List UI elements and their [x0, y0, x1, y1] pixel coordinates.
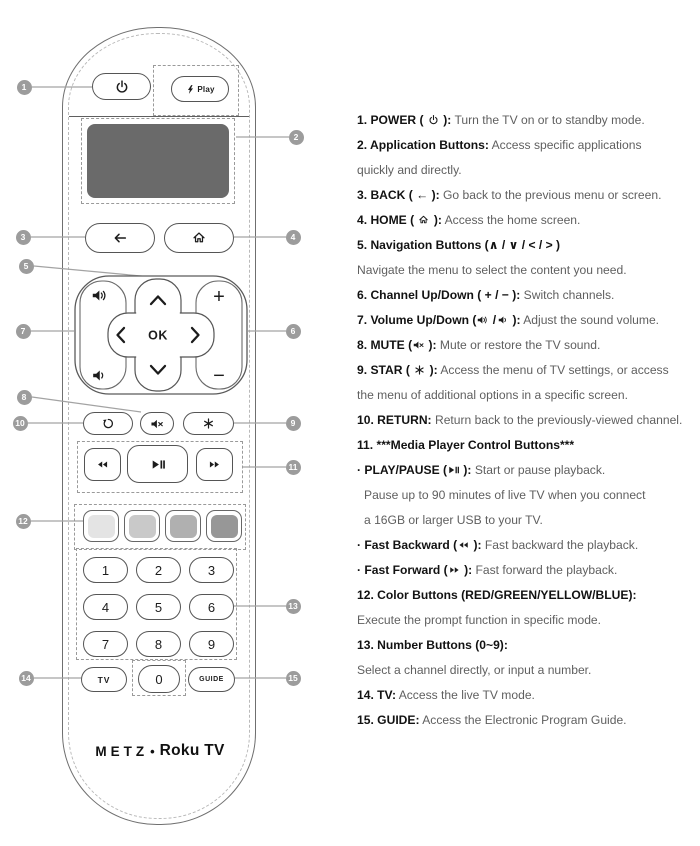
callout-2: 2 — [289, 130, 304, 145]
rew-icon — [95, 458, 110, 471]
legend-line: · Fast Forward ( ): Fast forward the playback. — [357, 563, 618, 577]
app-play-label: Play — [197, 84, 215, 94]
legend-line: 1. POWER ( ): Turn the TV on or to standby mode. — [357, 113, 645, 127]
return-icon — [101, 417, 115, 431]
rew-icon — [457, 539, 470, 551]
digit-1-button[interactable]: 1 — [83, 557, 128, 583]
legend-line: 7. Volume Up/Down ( / ): Adjust the sound volume. — [357, 313, 660, 327]
vol-down-icon — [496, 314, 509, 326]
mute-icon — [412, 339, 425, 351]
brand-roku-tv: Roku TV — [159, 742, 225, 759]
legend-line: · PLAY/PAUSE ( ): Start or pause playback. — [357, 463, 606, 477]
top-section-divider — [69, 116, 249, 117]
callout-13: 13 — [286, 599, 301, 614]
legend — [357, 108, 698, 733]
callout-6: 6 — [286, 324, 301, 339]
callout-12: 12 — [16, 514, 31, 529]
digit-7-button[interactable]: 7 — [83, 631, 128, 657]
digit-4-button[interactable]: 4 — [83, 594, 128, 620]
legend-line: Select a channel directly, or input a number. — [357, 663, 592, 677]
playpause-icon — [148, 457, 168, 472]
callout-1: 1 — [17, 80, 32, 95]
tv-button[interactable]: TV — [81, 667, 127, 692]
vol-up-icon — [476, 314, 489, 326]
mute-button[interactable] — [140, 412, 174, 435]
bolt-icon — [185, 84, 196, 95]
home-icon — [191, 230, 207, 246]
callout-14: 14 — [19, 671, 34, 686]
callout-15: 15 — [286, 671, 301, 686]
digit-0-button[interactable]: 0 — [138, 665, 180, 693]
digit-5-button[interactable]: 5 — [136, 594, 181, 620]
callout-3: 3 — [16, 230, 31, 245]
digit-2-button[interactable]: 2 — [136, 557, 181, 583]
legend-line: Pause up to 90 minutes of live TV when you connect — [364, 488, 646, 502]
legend-line: 12. Color Buttons (RED/GREEN/YELLOW/BLUE): — [357, 588, 637, 602]
nav-cluster — [74, 275, 248, 395]
legend-line: quickly and directly. — [357, 163, 462, 177]
return-button[interactable] — [83, 412, 133, 435]
legend-line: 9. STAR ( ): Access the menu of TV settings, or access — [357, 363, 669, 377]
legend-line: 13. Number Buttons (0~9): — [357, 638, 508, 652]
home-button[interactable] — [164, 223, 234, 253]
legend-line: 4. HOME ( ): Access the home screen. — [357, 213, 581, 227]
play-pause-button[interactable] — [127, 445, 188, 483]
fast-forward-button[interactable] — [196, 448, 233, 481]
fast-backward-button[interactable] — [84, 448, 121, 481]
power-icon — [427, 114, 440, 126]
power-icon — [114, 79, 130, 95]
legend-line: 8. MUTE ( ): Mute or restore the TV sound. — [357, 338, 601, 352]
legend-line: a 16GB or larger USB to your TV. — [364, 513, 543, 527]
home-icon — [417, 214, 430, 226]
digit-6-button[interactable]: 6 — [189, 594, 234, 620]
color-button-blue[interactable] — [206, 510, 242, 542]
legend-line: 3. BACK ( ← ): Go back to the previous menu or screen. — [357, 188, 662, 202]
digit-8-button[interactable]: 8 — [136, 631, 181, 657]
star-icon — [413, 364, 426, 376]
back-button[interactable] — [85, 223, 155, 253]
back-arrow-icon — [111, 230, 129, 246]
color-button-red[interactable] — [83, 510, 119, 542]
callout-9: 9 — [286, 416, 301, 431]
brand-separator: • — [150, 743, 155, 759]
app-buttons-block — [87, 124, 229, 198]
mute-icon — [150, 417, 164, 431]
callout-11: 11 — [286, 460, 301, 475]
legend-line: 14. TV: Access the live TV mode. — [357, 688, 535, 702]
legend-line: · Fast Backward ( ): Fast backward the playback. — [357, 538, 639, 552]
legend-line: 6. Channel Up/Down ( + / − ): Switch channels. — [357, 288, 615, 302]
legend-line: 10. RETURN: Return back to the previously-viewed channel. — [357, 413, 683, 427]
legend-line: 5. Navigation Buttons (∧ / ∨ / < / > ) — [357, 238, 561, 252]
channel-down-button[interactable]: − — [213, 365, 225, 387]
playpause-icon — [447, 464, 460, 476]
channel-up-button[interactable]: + — [213, 286, 225, 308]
star-icon — [202, 417, 215, 430]
color-button-green[interactable] — [124, 510, 160, 542]
ok-button[interactable]: OK — [148, 328, 168, 343]
digit-3-button[interactable]: 3 — [189, 557, 234, 583]
color-button-yellow[interactable] — [165, 510, 201, 542]
ff-icon — [207, 458, 222, 471]
brand-logo — [70, 741, 250, 761]
callout-8: 8 — [17, 390, 32, 405]
callout-5: 5 — [19, 259, 34, 274]
guide-button[interactable]: GUIDE — [188, 667, 235, 692]
callout-7: 7 — [16, 324, 31, 339]
power-button[interactable] — [92, 73, 151, 100]
callout-4: 4 — [286, 230, 301, 245]
brand-metz: METZ — [95, 743, 149, 759]
ff-icon — [448, 564, 461, 576]
legend-line: 2. Application Buttons: Access specific applications — [357, 138, 642, 152]
legend-line: 11. ***Media Player Control Buttons*** — [357, 438, 575, 452]
digit-9-button[interactable]: 9 — [189, 631, 234, 657]
legend-line: 15. GUIDE: Access the Electronic Program Guide. — [357, 713, 627, 727]
legend-line: the menu of additional options in a specific screen. — [357, 388, 628, 402]
star-button[interactable] — [183, 412, 234, 435]
callout-10: 10 — [13, 416, 28, 431]
legend-line: Execute the prompt function in specific mode. — [357, 613, 602, 627]
app-play-button[interactable] — [171, 76, 229, 102]
legend-line: Navigate the menu to select the content you need. — [357, 263, 627, 277]
